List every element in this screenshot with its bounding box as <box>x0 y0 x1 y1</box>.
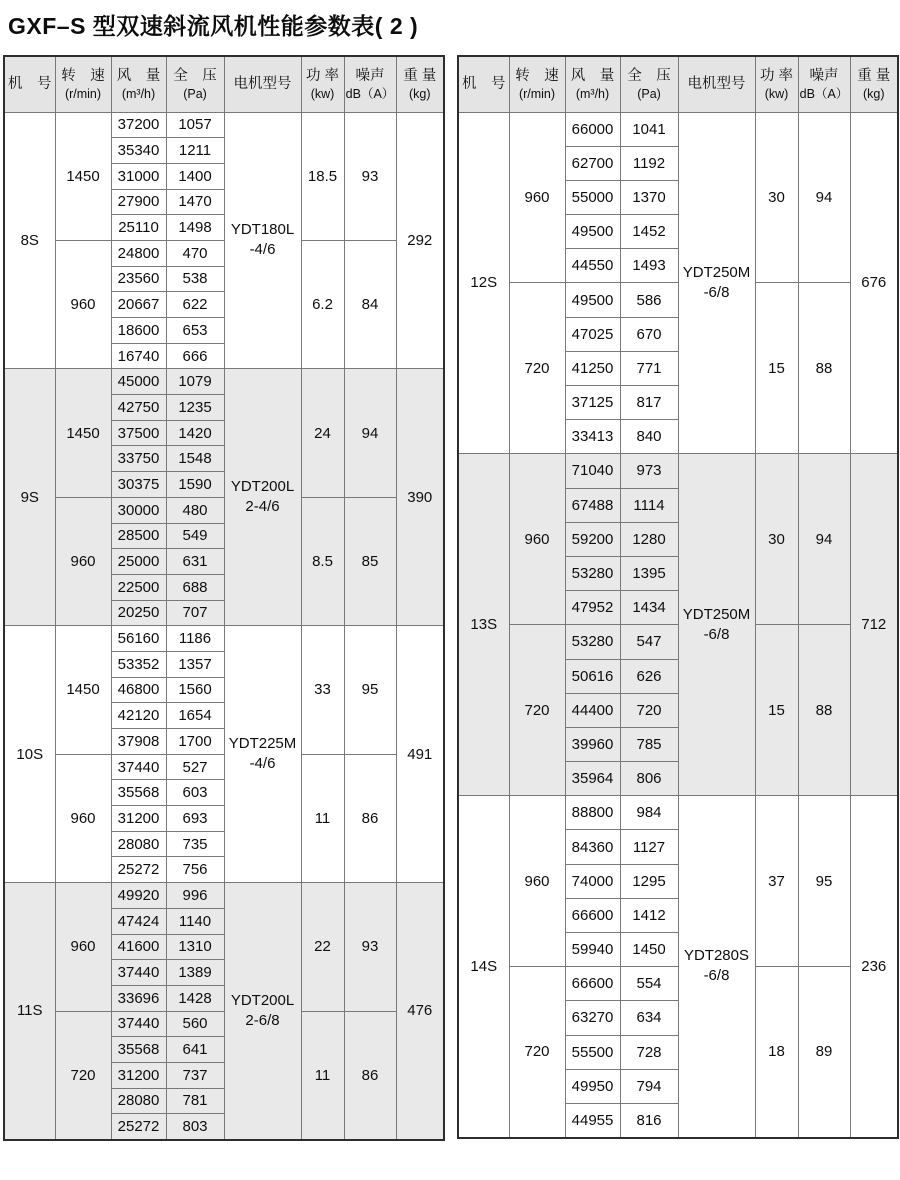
cell-pressure: 996 <box>166 883 224 909</box>
cell-noise: 85 <box>344 497 396 625</box>
cell-speed: 1450 <box>55 369 111 497</box>
header-motor-label: 电机型号 <box>687 76 746 93</box>
cell-volume: 55500 <box>565 1035 620 1069</box>
cell-pressure: 781 <box>166 1088 224 1114</box>
cell-pressure: 1548 <box>166 446 224 472</box>
header-weight <box>396 56 444 112</box>
cell-volume: 71040 <box>565 454 620 488</box>
cell-volume: 37440 <box>111 754 166 780</box>
table-row <box>4 369 444 395</box>
table-row <box>4 112 444 138</box>
cell-pressure: 1395 <box>620 556 678 590</box>
cell-pressure: 1700 <box>166 729 224 755</box>
header-volume-unit: (m³/h) <box>121 86 156 101</box>
header-speed-label: 转 速 <box>515 67 559 84</box>
cell-volume: 35568 <box>111 1037 166 1063</box>
table-body <box>458 112 898 1138</box>
cell-power: 15 <box>755 283 798 454</box>
header-machine <box>458 56 509 112</box>
cell-pressure: 1493 <box>620 249 678 283</box>
cell-pressure: 817 <box>620 386 678 420</box>
cell-motor <box>678 112 755 454</box>
cell-weight: 292 <box>396 112 444 369</box>
cell-volume: 37500 <box>111 420 166 446</box>
header-volume <box>565 56 620 112</box>
motor-model-line: -6/8 <box>703 625 730 643</box>
header-volume <box>111 56 166 112</box>
cell-pressure: 554 <box>620 967 678 1001</box>
cell-weight: 476 <box>396 883 444 1140</box>
cell-volume: 63270 <box>565 1001 620 1035</box>
cell-weight: 390 <box>396 369 444 626</box>
cell-pressure: 1186 <box>166 626 224 652</box>
tables-container <box>3 55 899 1141</box>
header-row <box>4 56 444 112</box>
cell-volume: 42120 <box>111 703 166 729</box>
motor-model-line: -6/8 <box>703 967 730 985</box>
cell-volume: 59940 <box>565 933 620 967</box>
cell-pressure: 1450 <box>620 933 678 967</box>
cell-volume: 62700 <box>565 146 620 180</box>
cell-pressure: 728 <box>620 1035 678 1069</box>
cell-volume: 55000 <box>565 180 620 214</box>
motor-model-line: YDT200L <box>230 991 295 1009</box>
cell-machine: 13S <box>458 454 509 796</box>
cell-pressure: 720 <box>620 693 678 727</box>
cell-pressure: 1310 <box>166 934 224 960</box>
cell-power: 22 <box>301 883 344 1011</box>
cell-noise: 93 <box>344 112 396 240</box>
table-body <box>4 112 444 1140</box>
cell-noise: 88 <box>798 625 850 796</box>
cell-volume: 49950 <box>565 1069 620 1103</box>
cell-speed: 1450 <box>55 112 111 240</box>
cell-volume: 47424 <box>111 908 166 934</box>
cell-pressure: 670 <box>620 317 678 351</box>
cell-pressure: 1079 <box>166 369 224 395</box>
cell-volume: 31200 <box>111 1062 166 1088</box>
header-machine <box>4 56 55 112</box>
cell-pressure: 1370 <box>620 180 678 214</box>
header-power-label: 功 率 <box>305 67 340 84</box>
cell-power: 18 <box>755 967 798 1138</box>
motor-model-line: YDT250M <box>682 605 751 623</box>
cell-motor <box>678 796 755 1138</box>
cell-pressure: 1357 <box>166 651 224 677</box>
cell-volume: 25000 <box>111 549 166 575</box>
cell-pressure: 1420 <box>166 420 224 446</box>
cell-pressure: 1127 <box>620 830 678 864</box>
cell-volume: 22500 <box>111 574 166 600</box>
cell-volume: 33750 <box>111 446 166 472</box>
cell-motor <box>678 454 755 796</box>
cell-volume: 35568 <box>111 780 166 806</box>
table-row <box>458 454 898 488</box>
cell-pressure: 1452 <box>620 215 678 249</box>
header-power-label: 功 率 <box>759 67 794 84</box>
header-motor-label: 电机型号 <box>233 76 292 93</box>
header-power-unit: (kw) <box>764 86 789 101</box>
cell-volume: 24800 <box>111 240 166 266</box>
header-noise <box>344 56 396 112</box>
header-row <box>458 56 898 112</box>
header-machine-label: 机 号 <box>8 76 52 93</box>
cell-noise: 94 <box>798 454 850 625</box>
cell-volume: 33696 <box>111 985 166 1011</box>
motor-model-line: YDT280S <box>683 947 750 965</box>
cell-volume: 23560 <box>111 266 166 292</box>
header-power-unit: (kw) <box>310 86 335 101</box>
cell-pressure: 527 <box>166 754 224 780</box>
cell-pressure: 549 <box>166 523 224 549</box>
header-machine-label: 机 号 <box>462 76 506 93</box>
cell-pressure: 1434 <box>620 591 678 625</box>
cell-volume: 28080 <box>111 831 166 857</box>
cell-volume: 35340 <box>111 138 166 164</box>
header-weight-unit: (kg) <box>862 86 885 101</box>
cell-volume: 31200 <box>111 806 166 832</box>
cell-pressure: 737 <box>166 1062 224 1088</box>
cell-volume: 56160 <box>111 626 166 652</box>
header-noise-label: 噪声 <box>355 67 385 84</box>
cell-volume: 25272 <box>111 1114 166 1140</box>
cell-speed: 960 <box>509 112 565 283</box>
cell-machine: 12S <box>458 112 509 454</box>
cell-pressure: 641 <box>166 1037 224 1063</box>
cell-speed: 960 <box>55 497 111 625</box>
cell-volume: 37440 <box>111 960 166 986</box>
cell-pressure: 973 <box>620 454 678 488</box>
cell-pressure: 984 <box>620 796 678 830</box>
cell-volume: 25272 <box>111 857 166 883</box>
cell-volume: 31000 <box>111 163 166 189</box>
header-noise-unit: dB（A） <box>799 86 849 101</box>
header-speed-unit: (r/min) <box>64 86 102 101</box>
table-header <box>458 56 898 112</box>
cell-pressure: 771 <box>620 351 678 385</box>
cell-pressure: 688 <box>166 574 224 600</box>
cell-volume: 20667 <box>111 292 166 318</box>
cell-pressure: 816 <box>620 1103 678 1137</box>
cell-pressure: 840 <box>620 420 678 454</box>
cell-motor <box>224 883 301 1140</box>
header-speed-unit: (r/min) <box>518 86 556 101</box>
fan-performance-table-left <box>3 55 445 1141</box>
cell-noise: 86 <box>344 1011 396 1139</box>
cell-pressure: 806 <box>620 762 678 796</box>
motor-model-line: -4/6 <box>249 241 276 259</box>
cell-speed: 720 <box>509 967 565 1138</box>
cell-noise: 86 <box>344 754 396 882</box>
cell-power: 24 <box>301 369 344 497</box>
cell-machine: 14S <box>458 796 509 1138</box>
cell-volume: 33413 <box>565 420 620 454</box>
cell-noise: 94 <box>344 369 396 497</box>
cell-weight: 676 <box>850 112 898 454</box>
cell-pressure: 631 <box>166 549 224 575</box>
header-weight-unit: (kg) <box>408 86 431 101</box>
header-pressure-unit: (Pa) <box>183 86 207 101</box>
cell-volume: 35964 <box>565 762 620 796</box>
cell-volume: 46800 <box>111 677 166 703</box>
page-title: GXF–S 型双速斜流风机性能参数表( 2 ) <box>8 13 419 39</box>
motor-model-line: YDT180L <box>230 221 295 239</box>
header-power <box>755 56 798 112</box>
motor-model-line: 2-6/8 <box>245 1011 280 1029</box>
cell-volume: 16740 <box>111 343 166 369</box>
cell-volume: 53280 <box>565 556 620 590</box>
cell-pressure: 1428 <box>166 985 224 1011</box>
cell-volume: 66600 <box>565 898 620 932</box>
cell-machine: 10S <box>4 626 55 883</box>
cell-volume: 42750 <box>111 395 166 421</box>
header-weight-label: 重 量 <box>857 67 891 84</box>
cell-speed: 720 <box>55 1011 111 1139</box>
header-noise <box>798 56 850 112</box>
cell-pressure: 634 <box>620 1001 678 1035</box>
cell-speed: 960 <box>55 883 111 1011</box>
cell-speed: 960 <box>509 454 565 625</box>
cell-speed: 720 <box>509 283 565 454</box>
header-pressure <box>166 56 224 112</box>
cell-pressure: 666 <box>166 343 224 369</box>
cell-pressure: 1498 <box>166 215 224 241</box>
header-volume-unit: (m³/h) <box>575 86 610 101</box>
header-volume-label: 风 量 <box>116 67 161 84</box>
cell-volume: 66600 <box>565 967 620 1001</box>
cell-pressure: 803 <box>166 1114 224 1140</box>
header-weight-label: 重 量 <box>403 67 437 84</box>
motor-model-line: -6/8 <box>703 283 730 301</box>
cell-pressure: 1400 <box>166 163 224 189</box>
cell-pressure: 1211 <box>166 138 224 164</box>
cell-pressure: 1235 <box>166 395 224 421</box>
table-row <box>4 626 444 652</box>
cell-volume: 28500 <box>111 523 166 549</box>
header-speed <box>55 56 111 112</box>
cell-machine: 9S <box>4 369 55 626</box>
cell-volume: 41250 <box>565 351 620 385</box>
cell-speed: 1450 <box>55 626 111 754</box>
header-weight <box>850 56 898 112</box>
cell-volume: 49500 <box>565 283 620 317</box>
header-volume-label: 风 量 <box>570 67 615 84</box>
fan-performance-table-right <box>457 55 899 1139</box>
cell-power: 11 <box>301 754 344 882</box>
cell-volume: 53280 <box>565 625 620 659</box>
cell-volume: 37125 <box>565 386 620 420</box>
cell-pressure: 1114 <box>620 488 678 522</box>
header-pressure <box>620 56 678 112</box>
motor-model-line: YDT200L <box>230 478 295 496</box>
cell-noise: 93 <box>344 883 396 1011</box>
cell-noise: 94 <box>798 112 850 283</box>
cell-motor <box>224 626 301 883</box>
cell-power: 11 <box>301 1011 344 1139</box>
motor-model-line: -4/6 <box>249 755 276 773</box>
header-noise-label: 噪声 <box>809 67 839 84</box>
cell-volume: 30375 <box>111 472 166 498</box>
cell-volume: 66000 <box>565 112 620 146</box>
cell-pressure: 1041 <box>620 112 678 146</box>
table-row <box>458 112 898 146</box>
cell-volume: 45000 <box>111 369 166 395</box>
cell-volume: 47025 <box>565 317 620 351</box>
cell-motor <box>224 112 301 369</box>
cell-volume: 18600 <box>111 318 166 344</box>
cell-pressure: 603 <box>166 780 224 806</box>
cell-pressure: 1654 <box>166 703 224 729</box>
cell-power: 30 <box>755 454 798 625</box>
cell-volume: 74000 <box>565 864 620 898</box>
cell-pressure: 622 <box>166 292 224 318</box>
header-pressure-label: 全 压 <box>627 67 671 84</box>
cell-volume: 67488 <box>565 488 620 522</box>
cell-volume: 37440 <box>111 1011 166 1037</box>
cell-volume: 27900 <box>111 189 166 215</box>
cell-pressure: 480 <box>166 497 224 523</box>
cell-noise: 95 <box>344 626 396 754</box>
cell-volume: 37908 <box>111 729 166 755</box>
cell-pressure: 756 <box>166 857 224 883</box>
cell-volume: 39960 <box>565 727 620 761</box>
cell-volume: 30000 <box>111 497 166 523</box>
cell-pressure: 707 <box>166 600 224 626</box>
cell-pressure: 470 <box>166 240 224 266</box>
cell-weight: 712 <box>850 454 898 796</box>
cell-power: 15 <box>755 625 798 796</box>
cell-noise: 88 <box>798 283 850 454</box>
cell-pressure: 1470 <box>166 189 224 215</box>
cell-pressure: 794 <box>620 1069 678 1103</box>
cell-power: 6.2 <box>301 240 344 368</box>
header-pressure-unit: (Pa) <box>637 86 661 101</box>
cell-pressure: 785 <box>620 727 678 761</box>
cell-noise: 84 <box>344 240 396 368</box>
cell-weight: 491 <box>396 626 444 883</box>
cell-speed: 960 <box>55 240 111 368</box>
header-power <box>301 56 344 112</box>
header-pressure-label: 全 压 <box>173 67 217 84</box>
cell-volume: 53352 <box>111 651 166 677</box>
cell-pressure: 1295 <box>620 864 678 898</box>
cell-volume: 28080 <box>111 1088 166 1114</box>
right-performance-table <box>457 55 899 1139</box>
cell-pressure: 1140 <box>166 908 224 934</box>
cell-speed: 960 <box>55 754 111 882</box>
header-speed <box>509 56 565 112</box>
cell-pressure: 626 <box>620 659 678 693</box>
cell-pressure: 735 <box>166 831 224 857</box>
cell-volume: 44955 <box>565 1103 620 1137</box>
cell-power: 18.5 <box>301 112 344 240</box>
cell-volume: 50616 <box>565 659 620 693</box>
cell-volume: 44550 <box>565 249 620 283</box>
table-header <box>4 56 444 112</box>
cell-pressure: 1192 <box>620 146 678 180</box>
cell-volume: 37200 <box>111 112 166 138</box>
cell-volume: 88800 <box>565 796 620 830</box>
cell-pressure: 547 <box>620 625 678 659</box>
cell-speed: 960 <box>509 796 565 967</box>
cell-power: 37 <box>755 796 798 967</box>
cell-machine: 8S <box>4 112 55 369</box>
cell-pressure: 693 <box>166 806 224 832</box>
cell-machine: 11S <box>4 883 55 1140</box>
cell-power: 33 <box>301 626 344 754</box>
cell-pressure: 1057 <box>166 112 224 138</box>
cell-volume: 59200 <box>565 522 620 556</box>
motor-model-line: YDT250M <box>682 263 751 281</box>
cell-volume: 44400 <box>565 693 620 727</box>
header-noise-unit: dB（A） <box>345 86 395 101</box>
header-motor <box>678 56 755 112</box>
cell-volume: 49500 <box>565 215 620 249</box>
header-speed-label: 转 速 <box>61 67 105 84</box>
cell-power: 30 <box>755 112 798 283</box>
cell-pressure: 1590 <box>166 472 224 498</box>
cell-volume: 84360 <box>565 830 620 864</box>
table-row <box>4 883 444 909</box>
cell-pressure: 1560 <box>166 677 224 703</box>
cell-pressure: 1280 <box>620 522 678 556</box>
cell-pressure: 653 <box>166 318 224 344</box>
cell-noise: 89 <box>798 967 850 1138</box>
cell-volume: 25110 <box>111 215 166 241</box>
cell-pressure: 560 <box>166 1011 224 1037</box>
cell-pressure: 1389 <box>166 960 224 986</box>
cell-speed: 720 <box>509 625 565 796</box>
motor-model-line: YDT225M <box>228 734 297 752</box>
motor-model-line: 2-4/6 <box>245 498 280 516</box>
cell-noise: 95 <box>798 796 850 967</box>
cell-pressure: 1412 <box>620 898 678 932</box>
left-performance-table <box>3 55 445 1141</box>
cell-volume: 41600 <box>111 934 166 960</box>
cell-motor <box>224 369 301 626</box>
cell-pressure: 538 <box>166 266 224 292</box>
table-row <box>458 796 898 830</box>
cell-volume: 49920 <box>111 883 166 909</box>
header-motor <box>224 56 301 112</box>
cell-weight: 236 <box>850 796 898 1138</box>
cell-volume: 47952 <box>565 591 620 625</box>
cell-volume: 20250 <box>111 600 166 626</box>
cell-power: 8.5 <box>301 497 344 625</box>
cell-pressure: 586 <box>620 283 678 317</box>
